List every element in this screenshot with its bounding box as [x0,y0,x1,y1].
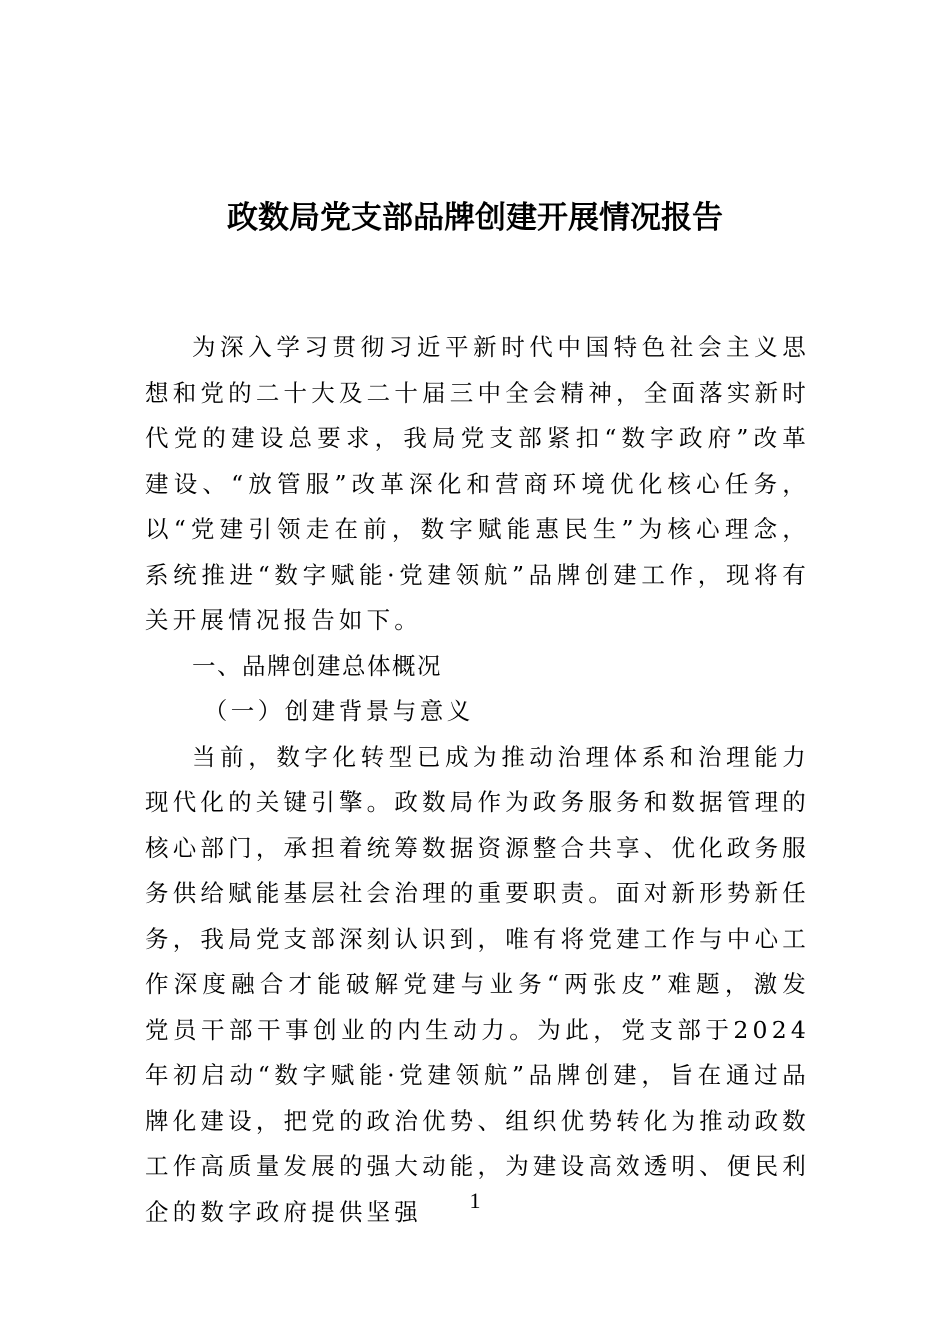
page-title: 政数局党支部品牌创建开展情况报告 [227,200,723,236]
intro-paragraph: 为深入学习贯彻习近平新时代中国特色社会主义思想和党的二十大及二十届三中全会精神，全面落实新时代党的建设总要求，我局党支部紧扣“数字政府”改革建设、“放管服”改革深化和营商环境优化核心任务，以“党建引领走在前，数字赋能惠民生”为核心理念，系统推进“数字赋能·党建领航”品牌创建工作，现将有关开展情况报告如下。 [145,333,810,634]
subsection-heading: （一）创建背景与意义 [203,697,474,725]
page-number: 1 [469,1188,481,1213]
section-heading: 一、品牌创建总体概况 [192,651,442,680]
background-paragraph: 当前，数字化转型已成为推动治理体系和治理能力现代化的关键引擎。政数局作为政务服务和数据管理的核心部门，承担着统筹数据资源整合共享、优化政务服务供给赋能基层社会治理的重要职责。面对新形势新任务，我局党支部深刻认识到，唯有将党建工作与中心工作深度融合才能破解党建与业务“两张皮”难题，激发党员干部干事创业的内生动力。为此，党支部于2024年初启动“数字赋能·党建领航”品牌创建，旨在通过品牌化建设，把党的政治优势、组织优势转化为推动政数工作高质量发展的强大动能，为建设高效透明、便民利企的数字政府提供坚强 [145,742,810,1226]
document-body [145,325,810,1235]
